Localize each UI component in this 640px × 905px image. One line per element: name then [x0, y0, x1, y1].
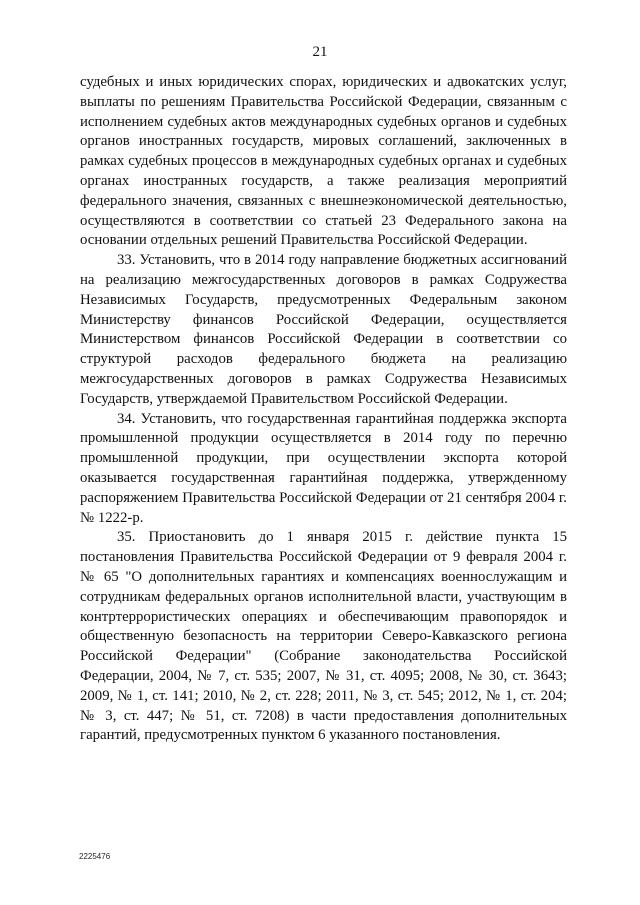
document-id: 2225476	[79, 852, 111, 861]
document-body	[80, 73, 567, 746]
page-number: 21	[312, 44, 328, 60]
paragraph-34: 34. Установить, что государственная гарантийная поддержка экспорта промышленной продукции осуществляется в 2014 году по перечню промышленной продукции, при осуществлении экспорта которой оказывается государственная гарантийная поддержка, утвержденному распоряжением Правительства Российской Федерации от 21 сентября 2004 г. № 1222-р.	[80, 410, 567, 526]
paragraph-35: 35. Приостановить до 1 января 2015 г. действие пункта 15 постановления Правительства Российской Федерации от 9 февраля 2004 г. № 65 "О дополнительных гарантиях и компенсациях военнослужащим и сотрудникам федеральных органов исполнительной власти, участвующим в контртеррористических операциях и обеспечивающим правопорядок и общественную безопасность на территории Северо-Кавказского региона Российской Федерации" (Собрание законодательства Российской Федерации, 2004, № 7, ст. 535; 2007, № 31, ст. 4095; 2008, № 30, ст. 3643; 2009, № 1, ст. 141; 2010, № 2, ст. 228; 2011, № 3, ст. 545; 2012, № 1, ст. 204; № 3, ст. 447; № 51, ст. 7208) в части предоставления дополнительных гарантий, предусмотренных пунктом 6 указанного постановления.	[80, 529, 567, 744]
paragraph-continuation: судебных и иных юридических спорах, юридических и адвокатских услуг, выплаты по решениям Правительства Российской Федерации, связанным с исполнением судебных актов международных судебных органов и судебных органов иностранных государств, мировых соглашений, заключенных в рамках судебных процессов в международных судебных органах и судебных органах иностранных государств, а также реализация мероприятий федерального значения, связанных с внешнеэкономической деятельностью, осуществляются в соответствии со статьей 23 Федерального закона на основании отдельных решений Правительства Российской Федерации.	[80, 74, 567, 249]
paragraph-33: 33. Установить, что в 2014 году направление бюджетных ассигнований на реализацию межгосударственных договоров в рамках Содружества Независимых Государств, предусмотренных Федеральным законом Министерству финансов Российской Федерации, осуществляется Министерством финансов Российской Федерации в соответствии со структурой расходов федерального бюджета на реализацию межгосударственных договоров в рамках Содружества Независимых Государств, утверждаемой Правительством Российской Федерации.	[80, 252, 567, 407]
